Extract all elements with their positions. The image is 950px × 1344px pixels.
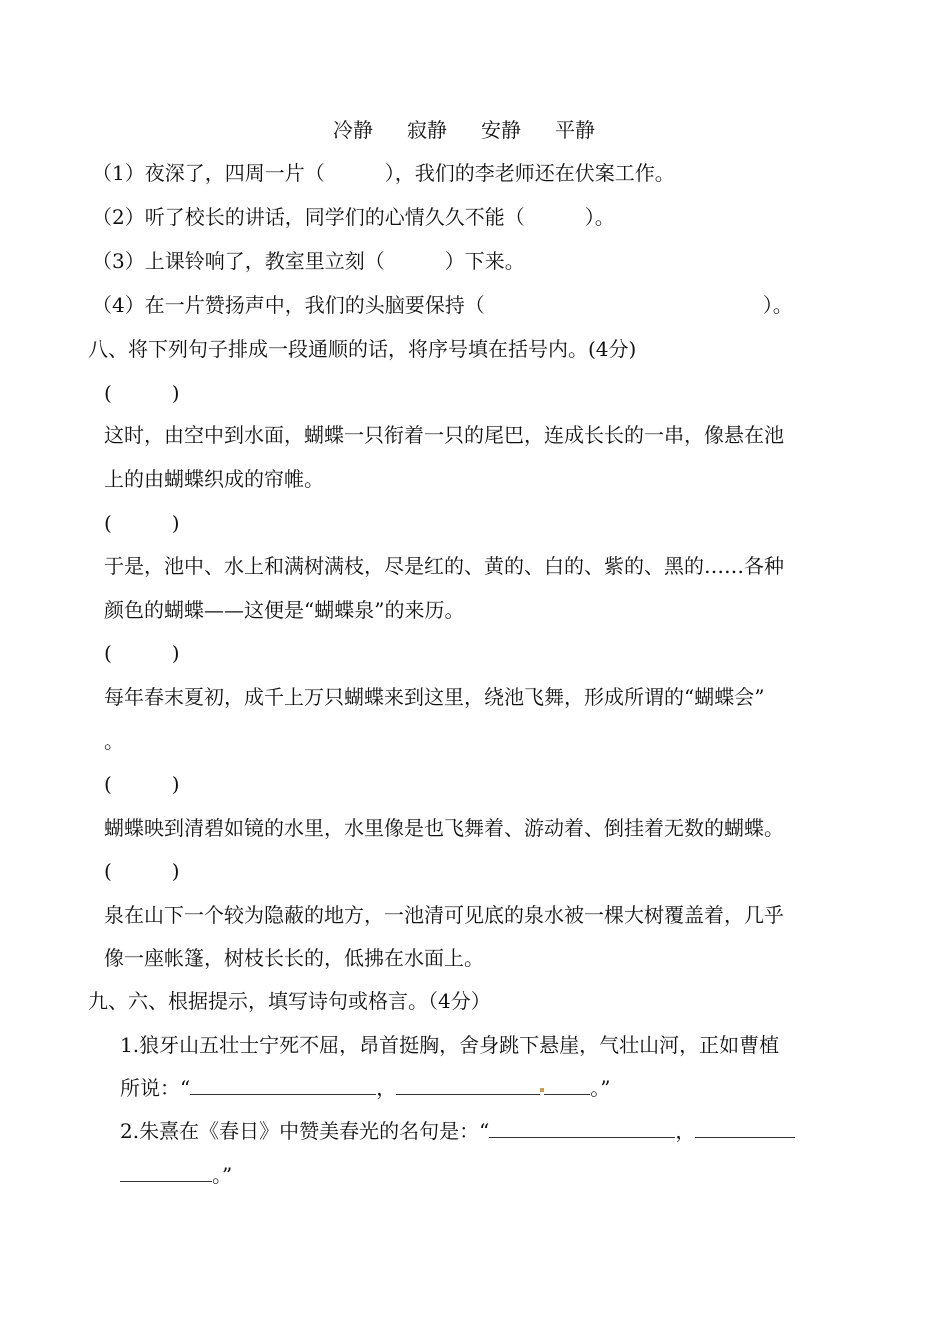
answer-blank[interactable] xyxy=(396,1076,540,1095)
poem-question-2: 2.朱熹在《春日》中赞美春光的名句是：“ ， xyxy=(120,1118,795,1144)
word-bank-item: 安静 xyxy=(481,118,521,142)
poem-question-1: 1.狼牙山五壮士宁死不屈，昂首挺胸，舍身跳下悬崖，气壮山河，正如曹植 xyxy=(120,1033,780,1057)
order-bracket[interactable]: ( ) xyxy=(104,511,180,535)
sentence-line: 每年春末夏初，成千上万只蝴蝶来到这里，绕池飞舞，形成所谓的“蝴蝶会” xyxy=(104,685,765,709)
poem-question-2-continued: 。” xyxy=(120,1162,232,1188)
poem-question-1-answer: 所说：“ ， 。” xyxy=(120,1076,611,1100)
word-bank-item: 寂静 xyxy=(407,118,447,142)
sentence-line: 像一座帐篷，树枝长长的，低拂在水面上。 xyxy=(104,946,484,970)
answer-blank[interactable] xyxy=(695,1119,795,1138)
fill-in-question-2: （2）听了校长的讲话，同学们的心情久久不能（ ）。 xyxy=(92,205,615,229)
sentence-line: 泉在山下一个较为隐蔽的地方，一池清可见底的泉水被一棵大树覆盖着，几乎 xyxy=(104,903,784,927)
word-bank-item: 平静 xyxy=(555,118,595,142)
order-bracket[interactable]: ( ) xyxy=(104,641,180,665)
fill-in-question-1: （1）夜深了，四周一片（ ），我们的李老师还在伏案工作。 xyxy=(92,161,675,185)
order-bracket[interactable]: ( ) xyxy=(104,772,180,796)
answer-blank[interactable] xyxy=(489,1119,675,1138)
fill-in-question-3: （3）上课铃响了，教室里立刻（ ）下来。 xyxy=(92,249,525,273)
word-bank xyxy=(333,117,629,143)
order-bracket[interactable]: ( ) xyxy=(104,381,180,405)
fill-in-question-4: （4）在一片赞扬声中，我们的头脑要保持（ ）。 xyxy=(92,293,793,317)
answer-blank[interactable] xyxy=(544,1076,590,1095)
sentence-line: 蝴蝶映到清碧如镜的水里，水里像是也飞舞着、游动着、倒挂着无数的蝴蝶。 xyxy=(104,816,784,840)
order-bracket[interactable]: ( ) xyxy=(104,859,180,883)
sentence-line: 这时，由空中到水面，蝴蝶一只衔着一只的尾巴，连成长长的一串，像悬在池 xyxy=(104,423,784,447)
section-9-title: 九、六、根据提示，填写诗句或格言。（4分） xyxy=(88,989,491,1013)
section-8-title: 八、将下列句子排成一段通顺的话，将序号填在括号内。(4分) xyxy=(88,337,637,361)
sentence-line: 。 xyxy=(104,729,124,753)
sentence-line: 颜色的蝴蝶——这便是“蝴蝶泉”的来历。 xyxy=(104,598,465,622)
answer-blank[interactable] xyxy=(120,1163,212,1182)
word-bank-item: 冷静 xyxy=(333,118,373,142)
answer-blank[interactable] xyxy=(190,1076,376,1095)
sentence-line: 上的由蝴蝶织成的帘帷。 xyxy=(104,467,324,491)
sentence-line: 于是，池中、水上和满树满枝，尽是红的、黄的、白的、紫的、黑的……各种 xyxy=(104,554,784,578)
